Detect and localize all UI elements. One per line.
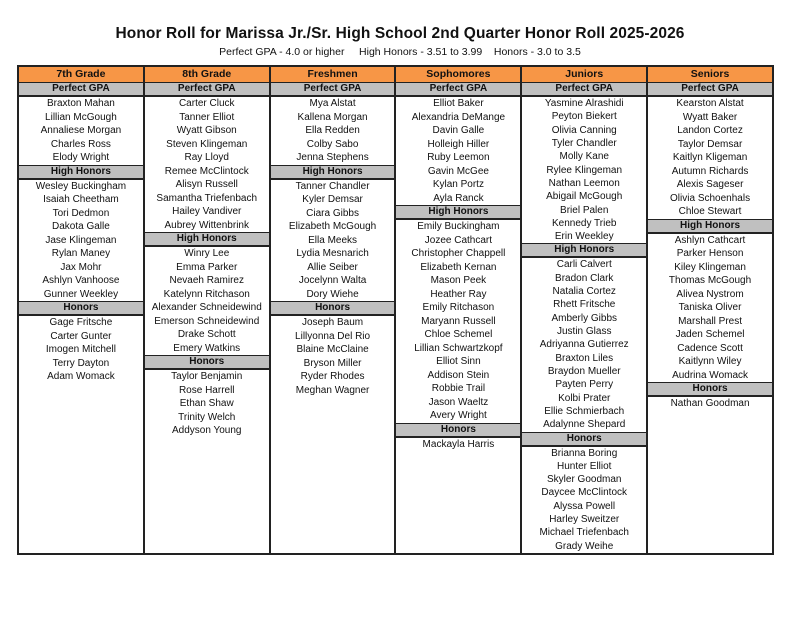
student-name: Amberly Gibbs [551, 312, 618, 324]
student-name: Jenna Stephens [296, 152, 369, 163]
student-name: Carter Gunter [50, 330, 112, 342]
student-name: Skyler Goodman [546, 474, 622, 486]
student-name: Samantha Triefenbach [156, 192, 258, 204]
student-name: Robbie Trail [431, 383, 486, 394]
student-name: Emily Ritchason [422, 302, 495, 313]
student-name: Chloe Schemel [424, 329, 493, 340]
student-name: Ella Meeks [308, 234, 358, 246]
student-name: Katelynn Ritchason [163, 288, 250, 300]
student-name: Jozee Cathcart [424, 234, 493, 246]
student-name: Elody Wright [52, 152, 110, 163]
student-name: Kyler Demsar [302, 194, 363, 205]
grade-column-7th-grade [19, 67, 145, 553]
student-name: Taylor Benjamin [171, 371, 243, 382]
student-name: Drake Schott [177, 329, 236, 340]
student-name: Winry Lee [184, 248, 230, 259]
student-name: Abigail McGough [546, 191, 623, 203]
section-header-high-honors: High Honors [396, 205, 520, 220]
student-name: Gage Fritsche [49, 317, 113, 328]
student-name: Terry Dayton [52, 357, 110, 369]
student-name: Trinity Welch [178, 411, 236, 423]
student-name: Landon Cortez [677, 125, 743, 136]
student-name: Parker Henson [676, 248, 744, 259]
student-name: Molly Kane [559, 151, 609, 163]
student-name: Tanner Elliot [179, 111, 235, 123]
section-header-honors: Honors [522, 432, 646, 447]
student-name: Lillyonna Del Rio [295, 330, 371, 342]
student-name: Heather Ray [430, 288, 487, 300]
student-name: Alyssa Powell [553, 500, 616, 512]
student-name: Ciara Gibbs [306, 207, 359, 219]
student-name: Colby Sabo [306, 138, 359, 150]
student-name: Isaiah Cheetham [43, 194, 119, 205]
student-name: Allie Seiber [307, 261, 358, 273]
grade-header: Juniors [522, 67, 646, 83]
student-name: Harley Sweitzer [549, 514, 620, 526]
student-name: Mackayla Harris [422, 438, 495, 450]
student-name: Alisyn Russell [175, 179, 238, 190]
student-name: Rylan Maney [51, 248, 111, 259]
section-header-high-honors: High Honors [19, 165, 143, 180]
section-header-honors: Honors [145, 355, 269, 370]
student-name: Kiley Klingeman [674, 261, 746, 273]
gpa-legend: Perfect GPA - 4.0 or higher High Honors - 3.51 to 3.99 Honors - 3.0 to 3.5 [219, 46, 581, 58]
student-name: Justin Glass [556, 326, 612, 337]
student-name: Jason Waeltz [428, 396, 489, 408]
student-name: Olivia Canning [551, 124, 617, 136]
student-name: Mason Peek [430, 275, 487, 286]
student-name: Bryson Miller [303, 357, 362, 369]
student-name: Braxton Mahan [47, 98, 115, 109]
section-header-high-honors: High Honors [271, 165, 395, 180]
student-name: Adalynne Shepard [543, 419, 626, 431]
student-name: Wyatt Gibson [176, 125, 237, 136]
student-name: Tyler Chandler [551, 137, 617, 149]
student-name: Elliot Sinn [436, 356, 481, 367]
section-header-high-honors: High Honors [522, 243, 646, 258]
student-name: Mya Alstat [309, 98, 356, 109]
student-name: Brianna Boring [551, 447, 618, 459]
grade-column-8th-grade [145, 67, 271, 553]
student-name: Jax Mohr [60, 261, 102, 273]
student-name: Tanner Chandler [295, 180, 370, 192]
section-header-perfect-gpa: Perfect GPA [271, 83, 395, 97]
student-name: Yasmine Alrashidi [544, 98, 624, 109]
grade-header: 8th Grade [145, 67, 269, 83]
student-name: Michael Triefenbach [539, 527, 629, 539]
student-name: Ethan Shaw [179, 398, 234, 409]
student-name: Gunner Weekley [43, 288, 119, 300]
student-name: Davin Galle [432, 125, 485, 136]
student-name: Steven Klingeman [166, 138, 248, 150]
student-name: Ella Redden [305, 125, 360, 136]
student-name: Carter Cluck [178, 98, 235, 109]
section-header-honors: Honors [19, 301, 143, 316]
student-name: Lydia Mesnarich [296, 248, 369, 259]
student-name: Lillian Schwartzkopf [414, 342, 503, 354]
student-name: Rose Harrell [178, 384, 235, 396]
section-header-perfect-gpa: Perfect GPA [648, 83, 772, 97]
student-name: Braxton Liles [555, 352, 614, 364]
student-name: Ayla Ranck [433, 192, 484, 204]
student-name: Elizabeth Kernan [420, 261, 497, 273]
grade-column-freshmen [271, 67, 397, 553]
student-name: Dory Wiehe [306, 288, 359, 300]
student-name: Hailey Vandiver [172, 206, 242, 217]
grade-header: Seniors [648, 67, 772, 83]
section-header-perfect-gpa: Perfect GPA [396, 83, 520, 97]
section-header-honors: Honors [648, 382, 772, 397]
student-name: Elizabeth McGough [288, 221, 377, 232]
student-name: Thomas McGough [668, 275, 752, 286]
student-name: Natalia Cortez [552, 286, 616, 298]
grade-header: Freshmen [271, 67, 395, 83]
student-name: Olivia Schoenhals [670, 192, 751, 204]
student-name: Kylan Portz [432, 179, 484, 190]
student-name: Alivea Nystrom [676, 288, 744, 300]
grade-column-seniors [648, 67, 772, 553]
section-header-honors: Honors [271, 301, 395, 316]
student-name: Daycee McClintock [541, 487, 628, 499]
student-name: Carli Calvert [556, 259, 612, 271]
grade-header: 7th Grade [19, 67, 143, 83]
student-name: Addyson Young [171, 425, 242, 436]
student-name: Bradon Clark [555, 272, 614, 284]
section-header-perfect-gpa: Perfect GPA [145, 83, 269, 97]
student-name: Kolbi Prater [558, 392, 611, 404]
student-name: Emily Buckingham [417, 221, 500, 232]
student-name: Annaliese Morgan [40, 125, 122, 136]
student-name: Ryder Rhodes [300, 371, 365, 382]
student-name: Wesley Buckingham [35, 180, 127, 192]
student-name: Charles Ross [50, 138, 111, 150]
student-name: Ray Lloyd [184, 152, 229, 163]
student-name: Tori Dedmon [52, 207, 110, 219]
student-name: Alexandria DeMange [411, 111, 506, 123]
student-name: Nathan Leemon [548, 177, 620, 189]
section-header-high-honors: High Honors [145, 232, 269, 247]
student-name: Ruby Leemon [427, 152, 490, 163]
student-name: Jocelynn Walta [298, 275, 367, 286]
student-name: Holleigh Hiller [427, 138, 490, 150]
section-header-perfect-gpa: Perfect GPA [19, 83, 143, 97]
student-name: Marshall Prest [678, 315, 742, 327]
student-name: Kennedy Trieb [551, 217, 617, 229]
student-name: Grady Weihe [555, 540, 614, 552]
student-name: Adriyanna Gutierrez [539, 339, 629, 351]
student-name: Rylee Klingeman [546, 164, 623, 176]
section-header-perfect-gpa: Perfect GPA [522, 83, 646, 97]
student-name: Elliot Baker [433, 98, 484, 109]
student-name: Maryann Russell [421, 315, 496, 327]
student-name: Emery Watkins [173, 342, 241, 354]
student-name: Ashlyn Vanhoose [42, 275, 120, 286]
student-name: Kaitlynn Wiley [678, 356, 742, 367]
student-name: Dakota Galle [52, 221, 110, 232]
student-name: Jase Klingeman [45, 234, 117, 246]
honor-roll-table [17, 65, 774, 555]
student-name: Taylor Demsar [677, 138, 743, 150]
student-name: Erin Weekley [554, 231, 614, 243]
student-name: Autumn Richards [671, 165, 749, 177]
student-name: Remee McClintock [164, 165, 249, 177]
student-name: Taniska Oliver [678, 302, 742, 313]
student-name: Avery Wright [429, 410, 487, 421]
student-name: Addison Stein [427, 369, 490, 381]
student-name: Lillian McGough [45, 111, 117, 123]
student-name: Nathan Goodman [670, 398, 750, 409]
student-name: Gavin McGee [427, 165, 489, 177]
grade-column-sophomores [396, 67, 522, 553]
student-name: Adam Womack [47, 371, 115, 382]
student-name: Briel Palen [560, 204, 609, 216]
student-name: Nevaeh Ramirez [169, 275, 244, 286]
student-name: Alexis Sageser [676, 179, 744, 190]
student-name: Kaitlyn Kligeman [672, 152, 748, 163]
student-name: Aubrey Wittenbrink [164, 219, 249, 231]
student-name: Jaden Schemel [675, 329, 745, 340]
student-name: Alexander Schneidewind [151, 302, 262, 313]
student-name: Braydon Mueller [547, 365, 621, 377]
student-name: Wyatt Baker [682, 111, 738, 123]
student-name: Audrina Womack [672, 369, 749, 381]
grade-column-juniors [522, 67, 648, 553]
student-name: Rhett Fritsche [553, 299, 616, 311]
student-name: Emerson Schneidewind [154, 315, 260, 327]
student-name: Kearston Alstat [676, 98, 744, 109]
grade-header: Sophomores [396, 67, 520, 83]
section-header-honors: Honors [396, 423, 520, 438]
student-name: Hunter Elliot [556, 460, 612, 472]
section-header-high-honors: High Honors [648, 219, 772, 234]
student-name: Ashlyn Cathcart [674, 234, 746, 246]
student-name: Imogen Mitchell [45, 344, 116, 355]
student-name: Meghan Wagner [295, 384, 370, 396]
student-name: Chloe Stewart [678, 206, 742, 217]
student-name: Ellie Schmierbach [544, 405, 625, 417]
student-name: Christopher Chappell [411, 248, 506, 259]
page-title: Honor Roll for Marissa Jr./Sr. High School 2nd Quarter Honor Roll 2025-2026 [115, 25, 685, 42]
student-name: Blaine McClaine [296, 344, 369, 355]
student-name: Joseph Baum [301, 317, 364, 328]
student-name: Emma Parker [176, 261, 238, 273]
student-name: Peyton Biekert [551, 111, 617, 123]
student-name: Cadence Scott [677, 342, 743, 354]
student-name: Kallena Morgan [297, 111, 368, 123]
student-name: Payten Perry [555, 379, 614, 391]
